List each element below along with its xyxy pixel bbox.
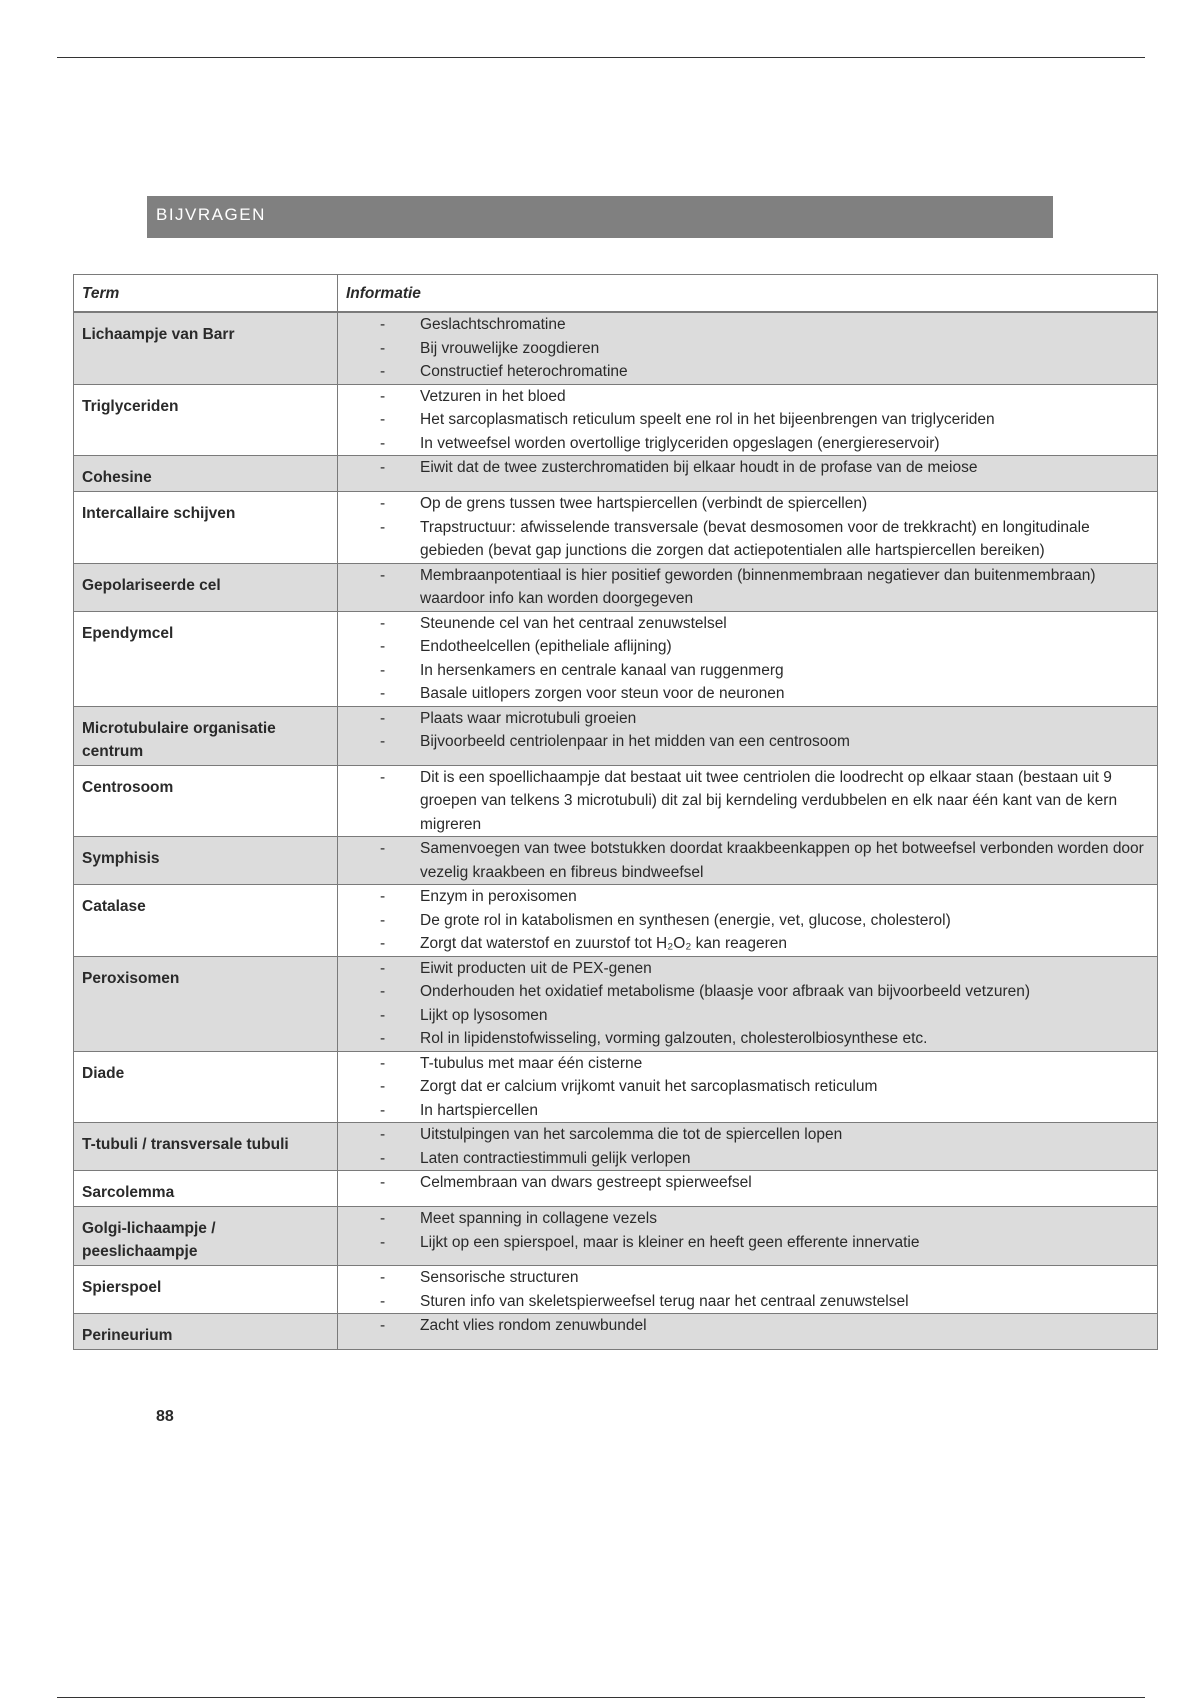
info-list xyxy=(338,1207,1149,1254)
list-item: - Endotheelcellen (epitheliale aflijning) xyxy=(338,635,1149,659)
info-cell xyxy=(338,885,1158,957)
list-item: - Bij vrouwelijke zoogdieren xyxy=(338,337,1149,361)
list-item: - In hersenkamers en centrale kanaal van ruggenmerg xyxy=(338,659,1149,683)
term-cell: Gepolariseerde cel xyxy=(74,563,338,611)
list-item: - Samenvoegen van twee botstukken doordat kraakbeenkappen op het botweefsel verbonden worden door vezelig kraakbeen en fibreus bindweefsel xyxy=(338,837,1149,884)
info-cell xyxy=(338,956,1158,1051)
term-cell: Ependymcel xyxy=(74,611,338,706)
list-item: - Bijvoorbeeld centriolenpaar in het midden van een centrosoom xyxy=(338,730,1149,754)
table-row xyxy=(74,706,1158,765)
term-cell: Triglyceriden xyxy=(74,384,338,456)
info-list xyxy=(338,707,1149,754)
list-item: - Laten contractiestimmuli gelijk verlopen xyxy=(338,1147,1149,1171)
header-term: Term xyxy=(74,275,338,313)
term-cell: Sarcolemma xyxy=(74,1171,338,1207)
info-list xyxy=(338,1052,1149,1123)
info-list xyxy=(338,1266,1149,1313)
info-cell xyxy=(338,765,1158,837)
info-cell xyxy=(338,1171,1158,1207)
table-row xyxy=(74,1266,1158,1314)
info-list xyxy=(338,313,1149,384)
list-item: - Geslachtschromatine xyxy=(338,313,1149,337)
list-item: - Plaats waar microtubuli groeien xyxy=(338,707,1149,731)
page-number: 88 xyxy=(156,1408,174,1425)
list-item: - T-tubulus met maar één cisterne xyxy=(338,1052,1149,1076)
list-item: - Het sarcoplasmatisch reticulum speelt ene rol in het bijeenbrengen van triglyceriden xyxy=(338,408,1149,432)
list-item: - Lijkt op lysosomen xyxy=(338,1004,1149,1028)
info-cell xyxy=(338,1051,1158,1123)
term-cell: Peroxisomen xyxy=(74,956,338,1051)
info-cell xyxy=(338,1314,1158,1350)
list-item: - Lijkt op een spierspoel, maar is kleiner en heeft geen efferente innervatie xyxy=(338,1231,1149,1255)
list-item: - Op de grens tussen twee hartspiercellen (verbindt de spiercellen) xyxy=(338,492,1149,516)
table-row xyxy=(74,1051,1158,1123)
term-cell: Perineurium xyxy=(74,1314,338,1350)
term-cell: Cohesine xyxy=(74,456,338,492)
terms-table xyxy=(73,274,1158,1350)
table-row xyxy=(74,492,1158,564)
info-cell xyxy=(338,456,1158,492)
info-cell xyxy=(338,706,1158,765)
info-list xyxy=(338,837,1149,884)
table-row xyxy=(74,456,1158,492)
list-item: - Zorgt dat er calcium vrijkomt vanuit het sarcoplasmatisch reticulum xyxy=(338,1075,1149,1099)
table-row xyxy=(74,1314,1158,1350)
list-item: - Vetzuren in het bloed xyxy=(338,385,1149,409)
info-cell xyxy=(338,837,1158,885)
list-item: - Onderhouden het oxidatief metabolisme (blaasje voor afbraak van bijvoorbeeld vetzuren) xyxy=(338,980,1149,1004)
info-cell xyxy=(338,1207,1158,1266)
info-cell xyxy=(338,312,1158,384)
list-item: - De grote rol in katabolismen en synthesen (energie, vet, glucose, cholesterol) xyxy=(338,909,1149,933)
term-cell: Centrosoom xyxy=(74,765,338,837)
list-item: - In vetweefsel worden overtollige triglyceriden opgeslagen (energiereservoir) xyxy=(338,432,1149,456)
info-list xyxy=(338,492,1149,563)
list-item: - Uitstulpingen van het sarcolemma die tot de spiercellen lopen xyxy=(338,1123,1149,1147)
info-list xyxy=(338,1171,1149,1195)
term-cell: Intercallaire schijven xyxy=(74,492,338,564)
list-item: - Basale uitlopers zorgen voor steun voor de neuronen xyxy=(338,682,1149,706)
list-item: - Dit is een spoellichaampje dat bestaat uit twee centriolen die loodrecht op elkaar staan (bestaan uit 9 groepen van telkens 3 microtubuli) dit zal bij kerndeling verdubbelen en elk naar één kant van de kern migreren xyxy=(338,766,1149,837)
list-item: - Sensorische structuren xyxy=(338,1266,1149,1290)
list-item: - Eiwit dat de twee zusterchromatiden bij elkaar houdt in de profase van de meiose xyxy=(338,456,1149,480)
info-cell xyxy=(338,384,1158,456)
list-item: - Sturen info van skeletspierweefsel terug naar het centraal zenuwstelsel xyxy=(338,1290,1149,1314)
info-list xyxy=(338,456,1149,480)
list-item: - Steunende cel van het centraal zenuwstelsel xyxy=(338,612,1149,636)
list-item: - Enzym in peroxisomen xyxy=(338,885,1149,909)
info-cell xyxy=(338,563,1158,611)
term-cell: Diade xyxy=(74,1051,338,1123)
info-list xyxy=(338,766,1149,837)
list-item: - Meet spanning in collagene vezels xyxy=(338,1207,1149,1231)
table-row xyxy=(74,563,1158,611)
table-row xyxy=(74,611,1158,706)
table-row xyxy=(74,312,1158,384)
table-row xyxy=(74,765,1158,837)
top-rule xyxy=(57,57,1145,58)
table-row xyxy=(74,1207,1158,1266)
table-row xyxy=(74,1123,1158,1171)
term-cell: Spierspoel xyxy=(74,1266,338,1314)
info-list xyxy=(338,1123,1149,1170)
term-cell: Catalase xyxy=(74,885,338,957)
list-item: - Membraanpotentiaal is hier positief geworden (binnenmembraan negatiever dan buitenmembraan) waardoor info kan worden doorgegeven xyxy=(338,564,1149,611)
info-cell xyxy=(338,492,1158,564)
list-item: - Rol in lipidenstofwisseling, vorming galzouten, cholesterolbiosynthese etc. xyxy=(338,1027,1149,1051)
list-item: - Trapstructuur: afwisselende transversale (bevat desmosomen voor de trekkracht) en longitudinale gebieden (bevat gap junctions die zorgen dat actiepotentialen alle hartspiercellen bereiken) xyxy=(338,516,1149,563)
bottom-rule xyxy=(57,1697,1145,1698)
table-row xyxy=(74,384,1158,456)
info-list xyxy=(338,385,1149,456)
list-item: - Zacht vlies rondom zenuwbundel xyxy=(338,1314,1149,1338)
table-row xyxy=(74,1171,1158,1207)
header-info: Informatie xyxy=(338,275,1158,313)
info-list xyxy=(338,612,1149,706)
info-list xyxy=(338,1314,1149,1338)
list-item: - Celmembraan van dwars gestreept spierweefsel xyxy=(338,1171,1149,1195)
info-cell xyxy=(338,1266,1158,1314)
term-cell: Lichaampje van Barr xyxy=(74,312,338,384)
term-cell: Golgi-lichaampje / peeslichaampje xyxy=(74,1207,338,1266)
info-cell xyxy=(338,1123,1158,1171)
table-body xyxy=(74,312,1158,1350)
info-list xyxy=(338,564,1149,611)
section-title: BIJVRAGEN xyxy=(147,196,1053,238)
list-item: - Zorgt dat waterstof en zuurstof tot H₂O₂ kan reageren xyxy=(338,932,1149,956)
info-list xyxy=(338,885,1149,956)
info-cell xyxy=(338,611,1158,706)
table-row xyxy=(74,885,1158,957)
list-item: - In hartspiercellen xyxy=(338,1099,1149,1123)
term-cell: Microtubulaire organisatie centrum xyxy=(74,706,338,765)
list-item: - Constructief heterochromatine xyxy=(338,360,1149,384)
table-header-row xyxy=(74,275,1158,313)
term-cell: Symphisis xyxy=(74,837,338,885)
table-row xyxy=(74,837,1158,885)
info-list xyxy=(338,957,1149,1051)
list-item: - Eiwit producten uit de PEX-genen xyxy=(338,957,1149,981)
term-cell: T-tubuli / transversale tubuli xyxy=(74,1123,338,1171)
table-row xyxy=(74,956,1158,1051)
